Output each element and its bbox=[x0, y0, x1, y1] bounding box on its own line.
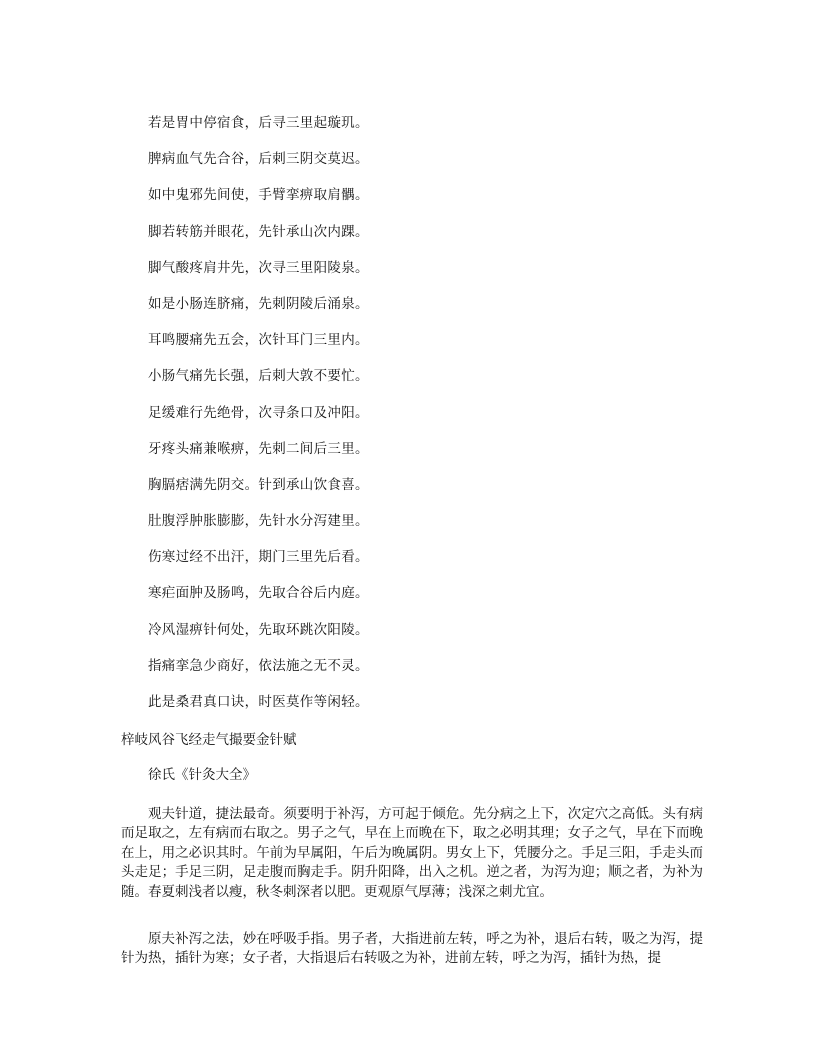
verse-line: 若是胃中停宿食，后寻三里起璇玑。 bbox=[148, 115, 369, 131]
verse-line: 脚气酸疼肩井先，次寻三里阳陵泉。 bbox=[148, 259, 369, 276]
verse-line: 冷风湿痹针何处，先取环跳次阳陵。 bbox=[148, 621, 369, 638]
verse-line: 指痛挛急少商好，依法施之无不灵。 bbox=[148, 657, 369, 674]
verse-line: 脾病血气先合谷，后刺三阴交莫迟。 bbox=[148, 151, 369, 168]
verse-line: 如是小肠连脐痛，先刺阴陵后涌泉。 bbox=[148, 295, 369, 312]
verse-line: 寒疟面肿及肠鸣，先取合谷后内庭。 bbox=[148, 585, 369, 602]
paragraph: 观夫针道，捷法最奇。须要明于补泻，方可起于倾危。先分病之上下，次定穴之高低。头有病而足取之，左有病而右取之。男子之气，早在上而晚在下，取之必明其理；女子之气，早在下而晚在上，用之必识其时。午前为早属阳，午后为晚属阴。男女上下，凭腰分之。手足三阳，手走头而头走足；手足三阴，足走腹而胸走手。阴升阳降，出入之机。逆之者，为泻为迎；顺之者，为补为随。春夏刺浅者以瘦，秋冬刺深者以肥。更观原气厚薄；浅深之刺尤宜。 bbox=[121, 806, 703, 900]
verse-line: 脚若转筋并眼花，先针承山次内踝。 bbox=[148, 223, 369, 240]
verse-line: 胸膈痞满先阴交。针到承山饮食喜。 bbox=[148, 476, 369, 493]
section-title: 梓岐风谷飞经走气撮要金针赋 bbox=[121, 732, 297, 748]
verse-line: 肚腹浮肿胀膨膨，先针水分泻建里。 bbox=[148, 513, 369, 530]
verse-line: 牙疼头痛兼喉痹，先刺二间后三里。 bbox=[148, 440, 369, 457]
verse-line: 耳鸣腰痛先五会，次针耳门三里内。 bbox=[148, 332, 369, 349]
verse-line: 伤寒过经不出汗，期门三里先后看。 bbox=[148, 549, 369, 566]
verse-line: 此是桑君真口诀，时医莫作等闲轻。 bbox=[148, 694, 369, 710]
paragraph: 原夫补泻之法，妙在呼吸手指。男子者，大指进前左转，呼之为补，退后右转，吸之为泻，提针为热，插针为寒；女子者，大指退后右转吸之为补，进前左转，呼之为泻，插针为热，提 bbox=[121, 931, 703, 967]
verse-line: 足缓难行先绝骨，次寻条口及冲阳。 bbox=[148, 404, 369, 421]
verse-list bbox=[148, 114, 369, 729]
section-author: 徐氏《针灸大全》 bbox=[148, 767, 256, 783]
verse-line: 小肠气痛先长强，后刺大敦不要忙。 bbox=[148, 368, 369, 385]
verse-line: 如中鬼邪先间使，手臂挛痹取肩髃。 bbox=[148, 187, 369, 204]
